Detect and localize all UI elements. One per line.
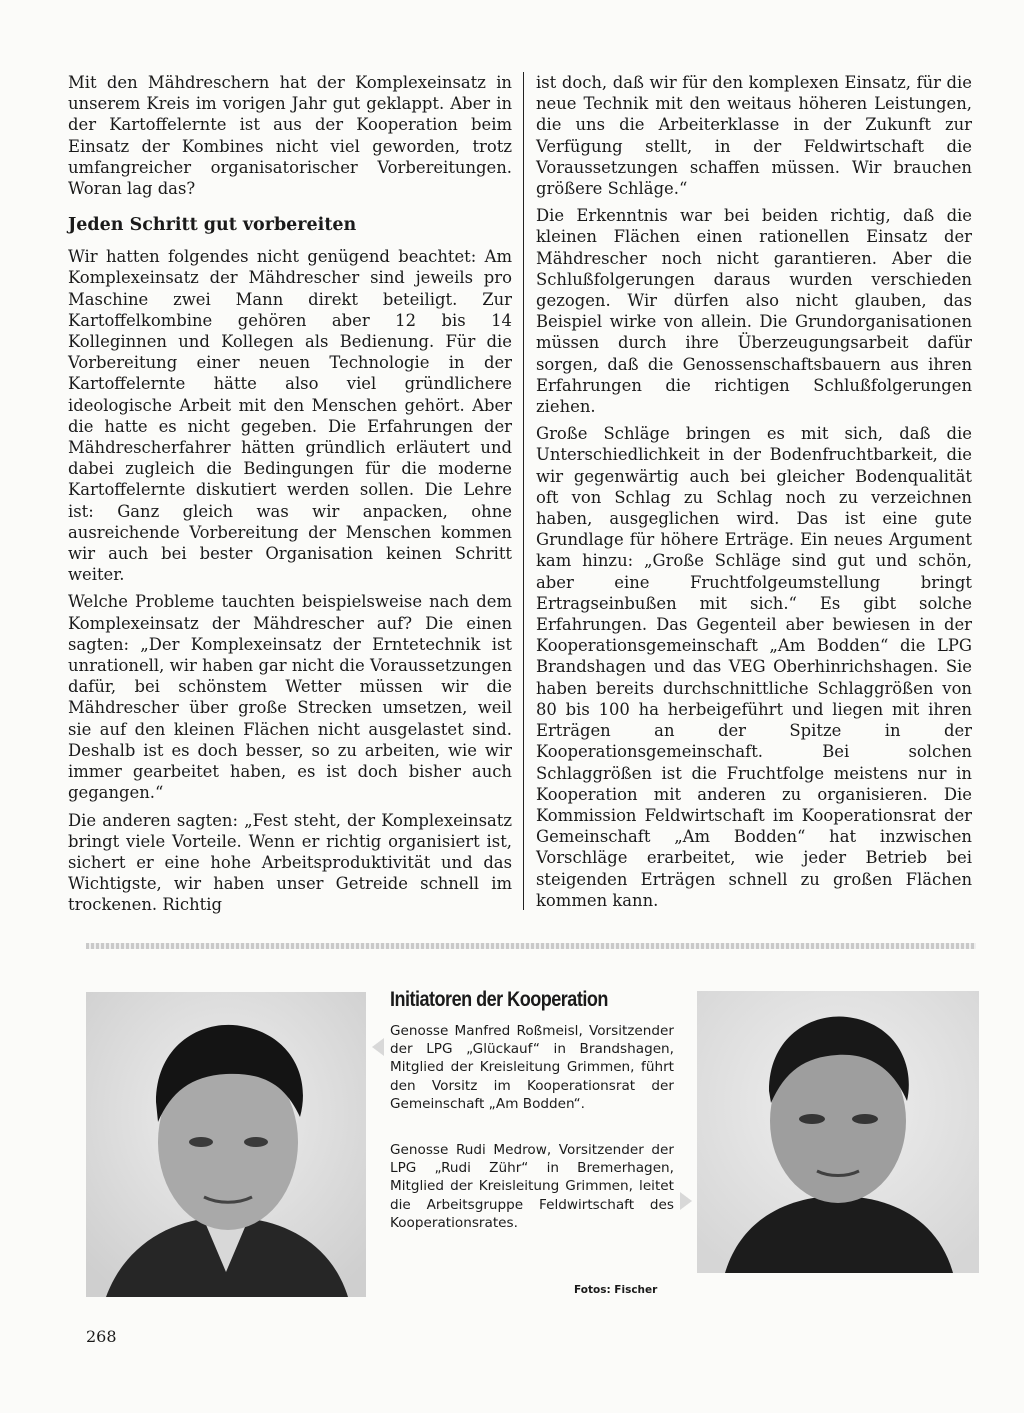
- photo-credit: Fotos: Fischer: [574, 1284, 658, 1296]
- caption-first-person: Genosse Manfred Roßmeisl, Vorsitzender der LPG „Glückauf“ in Brandshagen, Mitglied der Kreisleitung Grimmen, führt den Vorsitz im Kooperationsrat der Gemeinschaft „Am Bodden“.: [390, 1023, 674, 1112]
- caption-second-person: Genosse Rudi Medrow, Vorsitzender der LPG „Rudi Zühr“ in Bremerhagen, Mitglied der Kreisleitung Grimmen, leitet die Arbeitsgruppe Feldwirtschaft des Kooperationsrates.: [390, 1142, 674, 1231]
- pointer-arrow-icon: [372, 1038, 384, 1056]
- portrait-photo-left: [86, 992, 366, 1297]
- photo-caption-block: [390, 988, 674, 1232]
- photo-section-title: Initiatoren der Kooperation: [390, 988, 608, 1011]
- pointer-arrow-icon: [680, 1192, 692, 1210]
- body-paragraph: Die anderen sagten: „Fest steht, der Komplexeinsatz bringt viele Vorteile. Wenn er richtig organisiert ist, sichert er eine hohe Arbeitsproduktivität und das Wichtigste, wir haben unser Getreide schnell im trockenen. Richtig: [68, 810, 512, 915]
- page-number: 268: [86, 1327, 117, 1346]
- section-divider: [86, 943, 976, 949]
- left-text-column: [68, 72, 512, 922]
- right-text-column: [536, 72, 972, 917]
- section-heading: Jeden Schritt gut vorbereiten: [68, 215, 357, 236]
- column-divider: [523, 72, 524, 910]
- body-paragraph: ist doch, daß wir für den komplexen Einsatz, für die neue Technik mit den weitaus höheren Leistungen, die uns die Arbeiterklasse in der Zukunft zur Verfügung stellt, in der Feldwirtschaft die Voraussetzungen schaffen müssen. Wir brauchen größere Schläge.“: [536, 73, 972, 199]
- body-paragraph: Große Schläge bringen es mit sich, daß die Unterschiedlichkeit in der Bodenfruchtbarkeit, die wir gegenwärtig auch bei gleicher Bodenqualität oft von Schlag zu Schlag noch zu verzeichnen haben, ausgeglichen wird. Das ist eine gute Grundlage für höhere Erträge. Ein neues Argument kam hinzu: „Große Schläge sind gut und schön, aber eine Fruchtfolgeumstellung bringt Ertragseinbußen mit sich.“ Es gibt solche Erfahrungen. Das Gegenteil aber bewiesen in der Kooperationsgemeinschaft „Am Bodden“ die LPG Brandshagen und das VEG Oberhinrichshagen. Sie haben bereits durchschnittliche Schlaggrößen von 80 bis 100 ha herbeigeführt und liegen mit ihren Erträgen an der Spitze in der Kooperationsgemeinschaft. Bei solchen Schlaggrößen ist die Fruchtfolge meistens nur in Kooperation mit anderen zu organisieren. Die Kommission Feldwirtschaft im Kooperationsrat der Gemeinschaft „Am Bodden“ hat inzwischen Vorschläge erarbeitet, wie jeder Betrieb bei steigenden Erträgen schnell zu großen Flächen kommen kann.: [536, 424, 972, 910]
- portrait-photo-right: [697, 991, 979, 1273]
- body-paragraph: Wir hatten folgendes nicht genügend beachtet: Am Komplexeinsatz der Mähdrescher sind jeweils pro Maschine zwei Mann direkt beteiligt. Zur Kartoffelkombine gehören aber 12 bis 14 Kolleginnen und Kollegen als Bedienung. Für die Vorbereitung einer neuen Technologie in der Kartoffelernte hätte also viel gründlichere ideologische Arbeit mit den Menschen gehört. Aber die hatte es nicht gegeben. Die Erfahrungen der Mähdrescherfahrer hätten gründlich erläutert und dabei zugleich die Bedingungen für die moderne Kartoffelernte diskutiert werden sollen. Die Lehre ist: Ganz gleich was wir anpacken, ohne ausreichende Vorbereitung der Menschen kommen wir auch bei bester Organisation keinen Schritt weiter.: [68, 247, 512, 585]
- body-paragraph: Die Erkenntnis war bei beiden richtig, daß die kleinen Flächen einen rationellen Einsatz der Mähdrescher noch nicht garantieren. Aber die Schlußfolgerungen daraus wurden verschieden gezogen. Wir dürfen also nicht glauben, das Beispiel wirke von allein. Die Grundorganisationen müssen durch ihre Überzeugungsarbeit dafür sorgen, daß die Genossenschaftsbauern aus ihren Erfahrungen die richtigen Schlußfolgerungen ziehen.: [536, 206, 972, 417]
- intro-paragraph: Mit den Mähdreschern hat der Komplexeinsatz in unserem Kreis im vorigen Jahr gut geklappt. Aber in der Kartoffelernte ist aus der Kooperation beim Einsatz der Kombines nicht viel geworden, trotz umfangreicher organisatorischer Vorbereitungen. Woran lag das?: [68, 73, 512, 199]
- body-paragraph: Welche Probleme tauchten beispielsweise nach dem Komplexeinsatz der Mähdrescher auf? Die einen sagten: „Der Komplexeinsatz der Erntetechnik ist unrationell, wir haben gar nicht die Voraussetzungen dafür, bei schönstem Wetter müssen wir die Mähdrescher über große Strecken umsetzen, weil sie auf den kleinen Flächen nicht ausgelastet sind. Deshalb ist es doch besser, so zu arbeiten, wie wir immer gearbeitet haben, es ist doch bisher auch gegangen.“: [68, 592, 512, 803]
